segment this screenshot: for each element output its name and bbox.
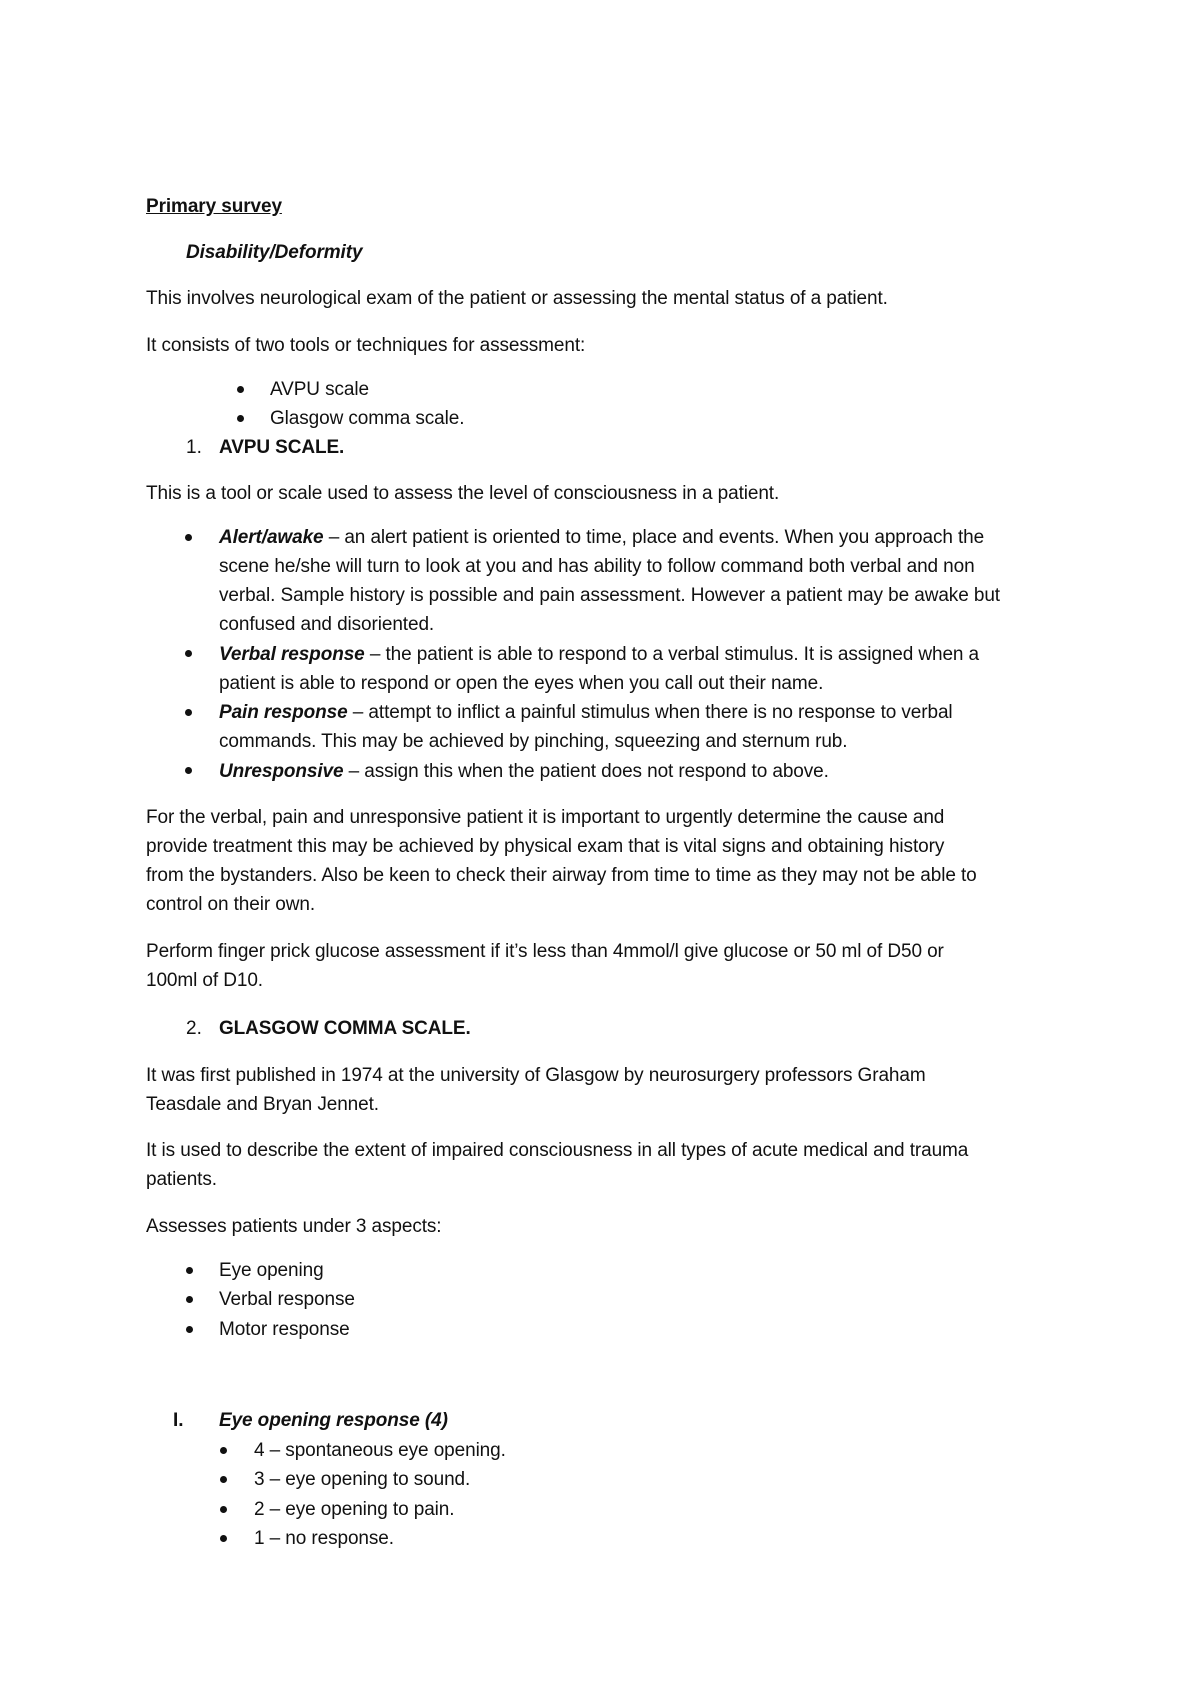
tools-intro: It consists of two tools or techniques for assessment: <box>146 335 586 356</box>
paragraph-line: provide treatment this may be achieved by physical exam that is vital signs and obtaining history <box>146 836 945 857</box>
bullet-icon <box>185 709 192 716</box>
avpu-description: This is a tool or scale used to assess the level of consciousness in a patient. <box>146 483 780 504</box>
avpu-heading: AVPU SCALE. <box>219 437 345 458</box>
gcs-heading: GLASGOW COMMA SCALE. <box>219 1018 471 1039</box>
tool-item: Glasgow comma scale. <box>270 408 465 429</box>
avpu-text: – the patient is able to respond to a verbal stimulus. It is assigned when a <box>364 644 980 665</box>
paragraph-line: 100ml of D10. <box>146 970 263 991</box>
intro-paragraph: This involves neurological exam of the patient or assessing the mental status of a patient. <box>146 288 888 309</box>
bullet-icon <box>186 1267 193 1274</box>
bullet-icon <box>185 650 192 657</box>
bullet-icon <box>185 534 192 541</box>
avpu-text-line: scene he/she will turn to look at you and has ability to follow command both verbal and non <box>219 556 975 577</box>
bullet-icon <box>237 415 244 422</box>
avpu-term: Alert/awake <box>219 527 324 548</box>
avpu-item-alert <box>219 523 984 552</box>
paragraph-line: from the bystanders. Also be keen to check their airway from time to time as they may not be able to <box>146 865 977 886</box>
bullet-icon <box>220 1535 227 1542</box>
avpu-text: – assign this when the patient does not respond to above. <box>343 761 829 782</box>
paragraph-line: Perform finger prick glucose assessment if it’s less than 4mmol/l give glucose or 50 ml of D50 or <box>146 941 944 962</box>
bullet-icon <box>220 1447 227 1454</box>
bullet-icon <box>185 767 192 774</box>
paragraph-line: It was first published in 1974 at the university of Glasgow by neurosurgery professors Graham <box>146 1065 926 1086</box>
eye-item: 4 – spontaneous eye opening. <box>254 1440 506 1461</box>
disability-heading: Disability/Deformity <box>186 242 363 263</box>
avpu-text-line: commands. This may be achieved by pinching, squeezing and sternum rub. <box>219 731 848 752</box>
avpu-text: – attempt to inflict a painful stimulus when there is no response to verbal <box>347 702 953 723</box>
eye-item: 1 – no response. <box>254 1528 394 1549</box>
tool-item: AVPU scale <box>270 379 369 400</box>
bullet-icon <box>237 386 244 393</box>
avpu-item-verbal <box>219 640 979 669</box>
avpu-item-pain <box>219 698 953 727</box>
eye-item: 2 – eye opening to pain. <box>254 1499 455 1520</box>
bullet-icon <box>220 1506 227 1513</box>
avpu-text-line: confused and disoriented. <box>219 614 435 635</box>
eye-number: I. <box>173 1410 184 1431</box>
paragraph-line: For the verbal, pain and unresponsive patient it is important to urgently determine the cause and <box>146 807 945 828</box>
avpu-text: – an alert patient is oriented to time, place and events. When you approach the <box>323 527 985 548</box>
bullet-icon <box>186 1296 193 1303</box>
primary-survey-heading: Primary survey <box>146 196 282 217</box>
avpu-number: 1. <box>186 437 202 458</box>
bullet-icon <box>186 1326 193 1333</box>
paragraph-line: patients. <box>146 1169 217 1190</box>
avpu-term: Verbal response <box>219 644 365 665</box>
aspect-item: Eye opening <box>219 1260 324 1281</box>
avpu-item-unresponsive <box>219 757 829 786</box>
eye-item: 3 – eye opening to sound. <box>254 1469 471 1490</box>
paragraph-line: Teasdale and Bryan Jennet. <box>146 1094 379 1115</box>
avpu-text-line: verbal. Sample history is possible and pain assessment. However a patient may be awake but <box>219 585 1000 606</box>
aspect-item: Verbal response <box>219 1289 355 1310</box>
bullet-icon <box>220 1476 227 1483</box>
eye-heading: Eye opening response (4) <box>219 1410 448 1431</box>
avpu-text-line: patient is able to respond or open the eyes when you call out their name. <box>219 673 824 694</box>
paragraph-line: Assesses patients under 3 aspects: <box>146 1216 442 1237</box>
gcs-number: 2. <box>186 1018 202 1039</box>
paragraph-line: control on their own. <box>146 894 315 915</box>
avpu-term: Pain response <box>219 702 348 723</box>
avpu-term: Unresponsive <box>219 761 344 782</box>
paragraph-line: It is used to describe the extent of impaired consciousness in all types of acute medical and trauma <box>146 1140 969 1161</box>
aspect-item: Motor response <box>219 1319 350 1340</box>
